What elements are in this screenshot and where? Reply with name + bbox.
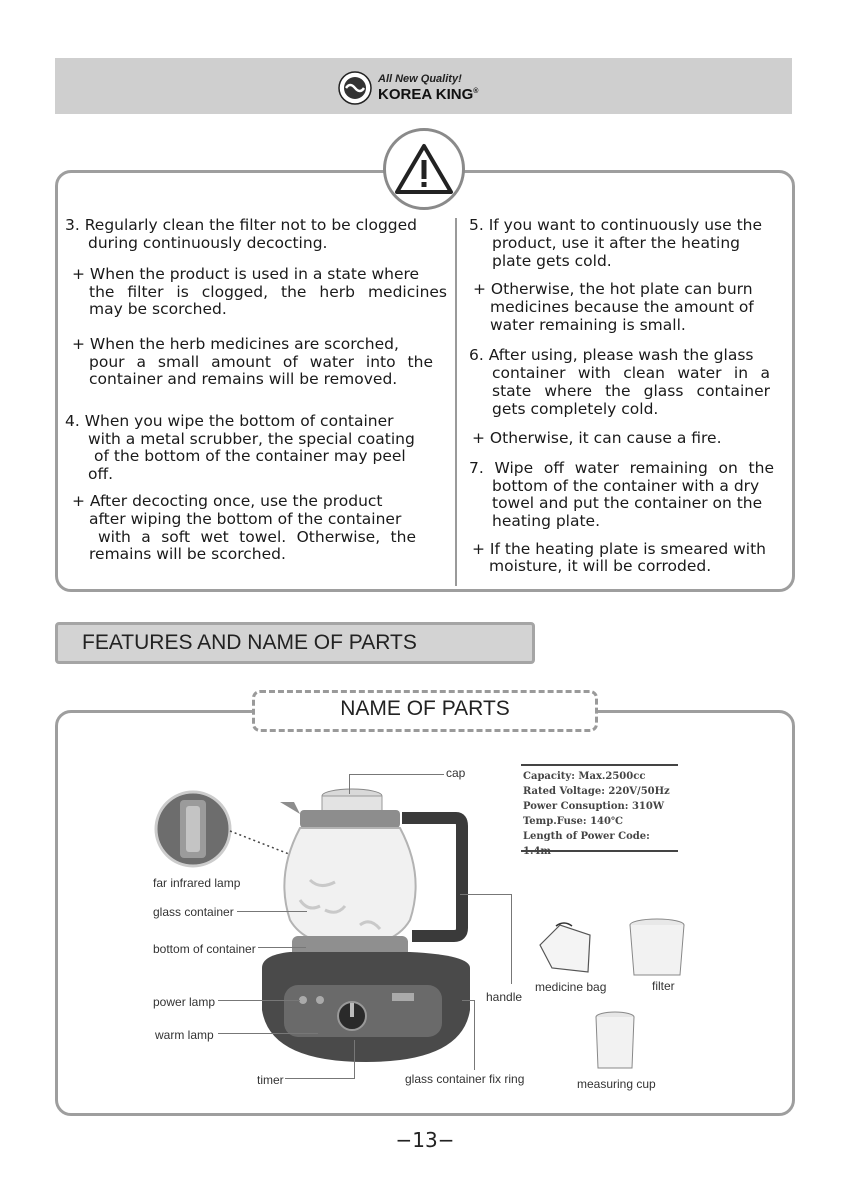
page-number: −13−	[395, 1128, 455, 1152]
warning-text: with a soft wet towel. Otherwise, the	[98, 528, 416, 546]
label-cap: cap	[446, 766, 466, 780]
label-measuring-cup: measuring cup	[577, 1077, 656, 1091]
warning-text: + After decocting once, use the product	[72, 492, 383, 510]
warning-text: + Otherwise, the hot plate can burn	[473, 280, 753, 298]
warning-text: plate gets cold.	[492, 252, 612, 270]
warning-text: after wiping the bottom of the container	[89, 510, 402, 528]
label-far-infrared-lamp: far infrared lamp	[153, 876, 241, 890]
label-power-lamp: power lamp	[153, 995, 216, 1009]
warning-text: the filter is clogged, the herb medicines	[89, 283, 447, 301]
parts-title-box	[252, 690, 598, 732]
product-illustration	[140, 770, 540, 1090]
warning-text: + If the heating plate is smeared with	[472, 540, 766, 558]
label-warm-lamp: warm lamp	[155, 1028, 214, 1042]
warning-text: with a metal scrubber, the special coating	[88, 430, 415, 448]
label-glass-container-fix-ring: glass container fix ring	[405, 1072, 525, 1086]
leader-line	[218, 1033, 318, 1034]
warning-badge	[383, 128, 465, 210]
leader-line	[258, 947, 306, 948]
leader-line	[511, 894, 512, 984]
spec-row: Length of Power Code: 1.4m	[523, 831, 650, 857]
brand-logo	[338, 70, 478, 106]
warning-text: remains will be scorched.	[89, 545, 286, 563]
label-bottom-of-container: bottom of container	[153, 942, 256, 956]
warning-text: of the bottom of the container may peel	[94, 447, 406, 465]
warning-text: heating plate.	[492, 512, 601, 530]
specs-table	[521, 764, 678, 857]
warning-text: water remaining is small.	[490, 316, 686, 334]
warning-text: 7. Wipe off water remaining on the	[469, 459, 774, 477]
spec-row: Capacity: Max.2500cc	[523, 771, 646, 782]
label-handle: handle	[486, 990, 523, 1004]
leader-line	[349, 774, 350, 794]
warning-text: 6. After using, please wash the glass	[469, 346, 754, 364]
warning-text: 5. If you want to continuously use the	[469, 216, 763, 234]
warning-text: + When the product is used in a state where	[72, 265, 420, 283]
label-glass-container: glass container	[153, 905, 234, 919]
warning-text: moisture, it will be corroded.	[489, 557, 712, 575]
parts-title: NAME OF PARTS	[340, 697, 510, 720]
leader-line	[237, 911, 307, 912]
brand-name: KOREA KING®	[378, 86, 479, 103]
medicine-bag-shape	[540, 925, 590, 972]
spec-row: Rated Voltage: 220V/50Hz	[523, 786, 670, 797]
warning-text: + Otherwise, it can cause a fire.	[472, 429, 722, 447]
warning-text: pour a small amount of water into the	[89, 353, 433, 371]
spec-row: Power Consuption: 310W	[523, 801, 665, 812]
warning-text: state where the glass container	[492, 382, 770, 400]
warning-text: container and remains will be removed.	[89, 370, 398, 388]
accessories-illustration	[530, 912, 690, 1082]
leader-line	[349, 774, 444, 775]
korea-king-emblem-icon	[338, 71, 372, 105]
warning-text: 3. Regularly clean the filter not to be clogged	[65, 216, 417, 234]
leader-line	[474, 1000, 475, 1070]
warning-text: medicines because the amount of	[490, 298, 754, 316]
warning-text: + When the herb medicines are scorched,	[72, 335, 399, 353]
label-medicine-bag: medicine bag	[535, 980, 607, 994]
warning-text: may be scorched.	[89, 300, 227, 318]
warning-text: off.	[88, 465, 114, 483]
warning-text: 4. When you wipe the bottom of container	[65, 412, 394, 430]
brand-tagline: All New Quality!	[378, 73, 462, 85]
spec-row: Temp.Fuse: 140℃	[523, 816, 623, 827]
warning-triangle-icon	[393, 142, 455, 196]
leader-line	[460, 894, 512, 895]
warning-text: towel and put the container on the	[492, 494, 763, 512]
label-timer: timer	[257, 1073, 284, 1087]
section-heading-text: FEATURES AND NAME OF PARTS	[82, 631, 417, 654]
warning-text: during continuously decocting.	[88, 234, 328, 252]
leader-line	[354, 1040, 355, 1078]
section-heading	[55, 622, 535, 664]
warning-text: bottom of the container with a dry	[492, 477, 760, 495]
column-divider	[455, 218, 457, 586]
warning-text: container with clean water in a	[492, 364, 770, 382]
leader-line	[285, 1078, 355, 1079]
warning-text: product, use it after the heating	[492, 234, 741, 252]
warning-text: gets completely cold.	[492, 400, 659, 418]
leader-line	[462, 1000, 475, 1001]
label-filter: filter	[652, 979, 675, 993]
leader-line	[218, 1000, 300, 1001]
